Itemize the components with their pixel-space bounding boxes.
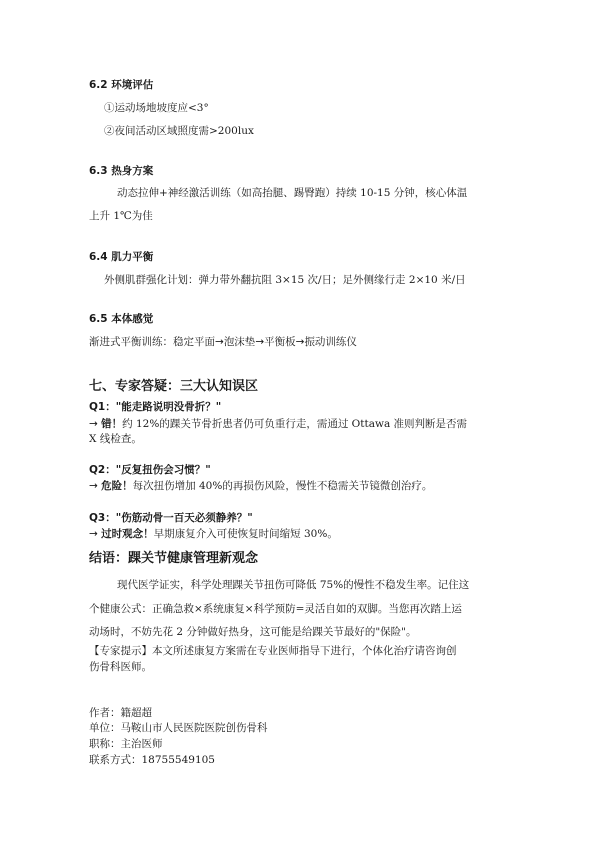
balance-step-2: 泡沫垫	[223, 336, 256, 348]
section-6-2-item-1: ①运动场地坡度应<3°	[104, 102, 209, 114]
section-6-4-heading: 6.4 肌力平衡	[89, 251, 154, 263]
section-6-3-line-1: 动态拉伸+神经激活训练（如高抬腿、踢臀跑）持续 10-15 分钟，核心体温	[117, 187, 468, 199]
author-title: 职称：主治医师	[89, 738, 163, 750]
arrow-right-icon: →	[255, 336, 265, 348]
arrow-right-icon: →	[295, 336, 305, 348]
section-6-3-line-2: 上升 1℃为佳	[89, 210, 153, 222]
author-name: 作者：籍超超	[89, 707, 152, 719]
conclusion-line-3: 动场时，不妨先花 2 分钟做好热身，这可能是给踝关节最好的"保险"。	[89, 626, 417, 638]
qa-1-answer-text: 约 12%的踝关节骨折患者仍可负重行走，需通过 Ottawa 准则判断是否需	[122, 418, 468, 430]
arrow-right-icon: →	[89, 418, 98, 430]
arrow-right-icon: →	[215, 336, 224, 348]
arrow-right-icon: →	[89, 480, 98, 492]
author-contact: 联系方式：18755549105	[89, 754, 215, 766]
balance-step-1: 渐进式平衡训练：稳定平面	[89, 336, 215, 348]
section-6-3-heading: 6.3 热身方案	[89, 165, 154, 177]
section-6-2-heading: 6.2 环境评估	[89, 79, 154, 91]
section-6-2-item-2: ②夜间活动区域照度需>200lux	[104, 125, 254, 137]
conclusion-heading: 结语：踝关节健康管理新观念	[89, 551, 259, 566]
section-6-4-line: 外侧肌群强化计划：弹力带外翻抗阻 3×15 次/日；足外侧缘行走 2×10 米/日	[104, 274, 466, 286]
qa-2-verdict: 危险！	[101, 480, 133, 492]
qa-3-question: Q3："伤筋动骨一百天必须静养？"	[89, 512, 253, 524]
qa-2-question: Q2："反复扭伤会习惯？"	[89, 464, 211, 476]
section-7-heading: 七、专家答疑：三大认知误区	[89, 379, 259, 394]
qa-1-answer-line-1	[89, 416, 467, 431]
qa-3-answer-line-1	[89, 526, 338, 541]
qa-3-answer-text: 早期康复介入可使恢复时间缩短 30%。	[153, 528, 338, 540]
section-6-5-heading: 6.5 本体感觉	[89, 313, 154, 325]
qa-2-answer-line-1	[89, 478, 432, 493]
conclusion-line-1: 现代医学证实，科学处理踝关节扭伤可降低 75%的慢性不稳发生率。记住这	[117, 579, 470, 591]
qa-1-question: Q1："能走路说明没骨折？"	[89, 401, 222, 413]
qa-2-answer-text: 每次扭伤增加 40%的再损伤风险，慢性不稳需关节镜微创治疗。	[132, 480, 433, 492]
author-unit: 单位：马鞍山市人民医院医院创伤骨科	[89, 722, 268, 734]
expert-tip-line-2: 伤骨科医师。	[89, 661, 152, 673]
balance-step-4: 振动训练仪	[304, 336, 357, 348]
expert-tip-line-1: 【专家提示】本文所述康复方案需在专业医师指导下进行，个体化治疗请咨询创	[89, 645, 457, 657]
qa-1-answer-line-2: X 线检查。	[89, 433, 142, 445]
qa-3-verdict: 过时观念！	[101, 528, 154, 540]
conclusion-line-2: 个健康公式：正确急救×系统康复×科学预防=灵活自如的双脚。当您再次踏上运	[89, 603, 462, 615]
qa-1-verdict: 错！	[101, 418, 123, 430]
balance-step-3: 平衡板	[264, 336, 296, 348]
arrow-right-icon: →	[89, 528, 98, 540]
section-6-5-line	[89, 334, 357, 349]
